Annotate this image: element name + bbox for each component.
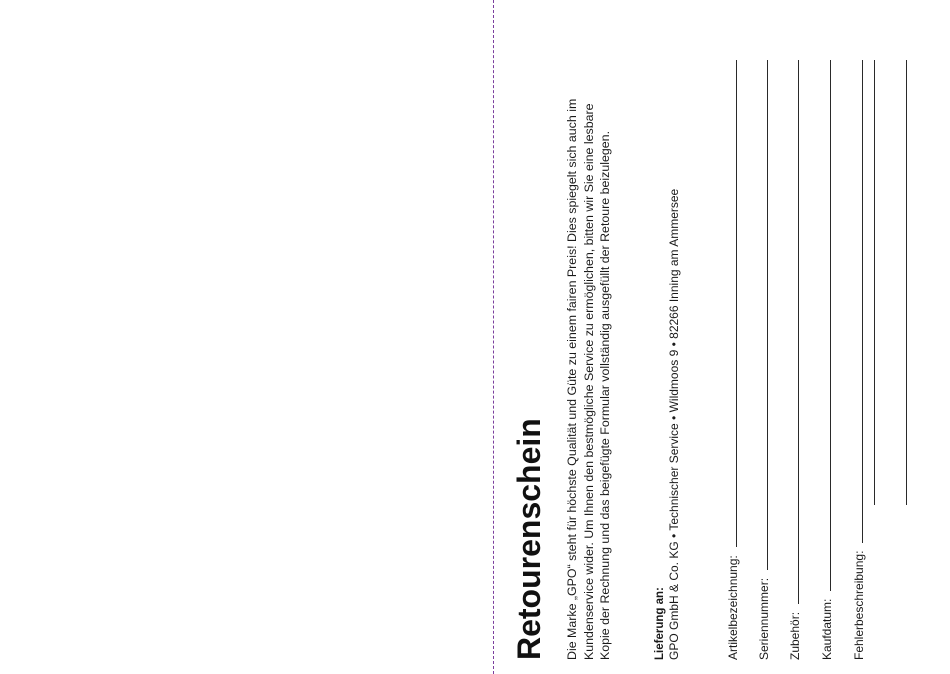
cut-line — [493, 0, 494, 674]
field-label: Fehlerbeschreibung: — [852, 550, 866, 660]
field-label: Kaufdatum: — [820, 598, 834, 660]
field-label: Artikelbezeichnung: — [726, 555, 740, 660]
extra-write-line[interactable] — [906, 60, 907, 505]
field-zubehoer[interactable] — [782, 60, 802, 660]
field-kaufdatum[interactable] — [814, 60, 834, 660]
field-artikelbezeichnung[interactable] — [720, 60, 740, 660]
write-line[interactable] — [862, 60, 863, 543]
field-label: Zubehör: — [788, 611, 802, 660]
write-line[interactable] — [767, 60, 768, 570]
write-line[interactable] — [736, 60, 737, 547]
write-line[interactable] — [830, 60, 831, 591]
delivery-address: GPO GmbH & Co. KG • Technischer Service • Wildmoos 9 • 82266 Inning am Ammersee — [667, 188, 681, 660]
write-line[interactable] — [798, 60, 799, 604]
form-title: Retourenschein — [511, 418, 547, 660]
delivery-address-block — [653, 60, 681, 660]
extra-write-line[interactable] — [874, 60, 875, 505]
return-form — [507, 10, 937, 660]
intro-text: Die Marke „GPO“ steht für höchste Qualität und Güte zu einem fairen Preis! Dies spiegelt sich auch im Kundenservice wider. Um Ihnen den bestmögliche Service zu ermöglichen, bitten wir Sie eine lesbare Kopie der Rechnung und das beigefügte Formular vollständig ausgefüllt der Retoure beizulegen. — [565, 98, 612, 660]
delivery-label: Lieferung an: — [654, 587, 666, 660]
field-fehlerbeschreibung[interactable] — [846, 60, 866, 660]
field-seriennummer[interactable] — [751, 60, 771, 660]
field-label: Seriennummer: — [757, 577, 771, 660]
